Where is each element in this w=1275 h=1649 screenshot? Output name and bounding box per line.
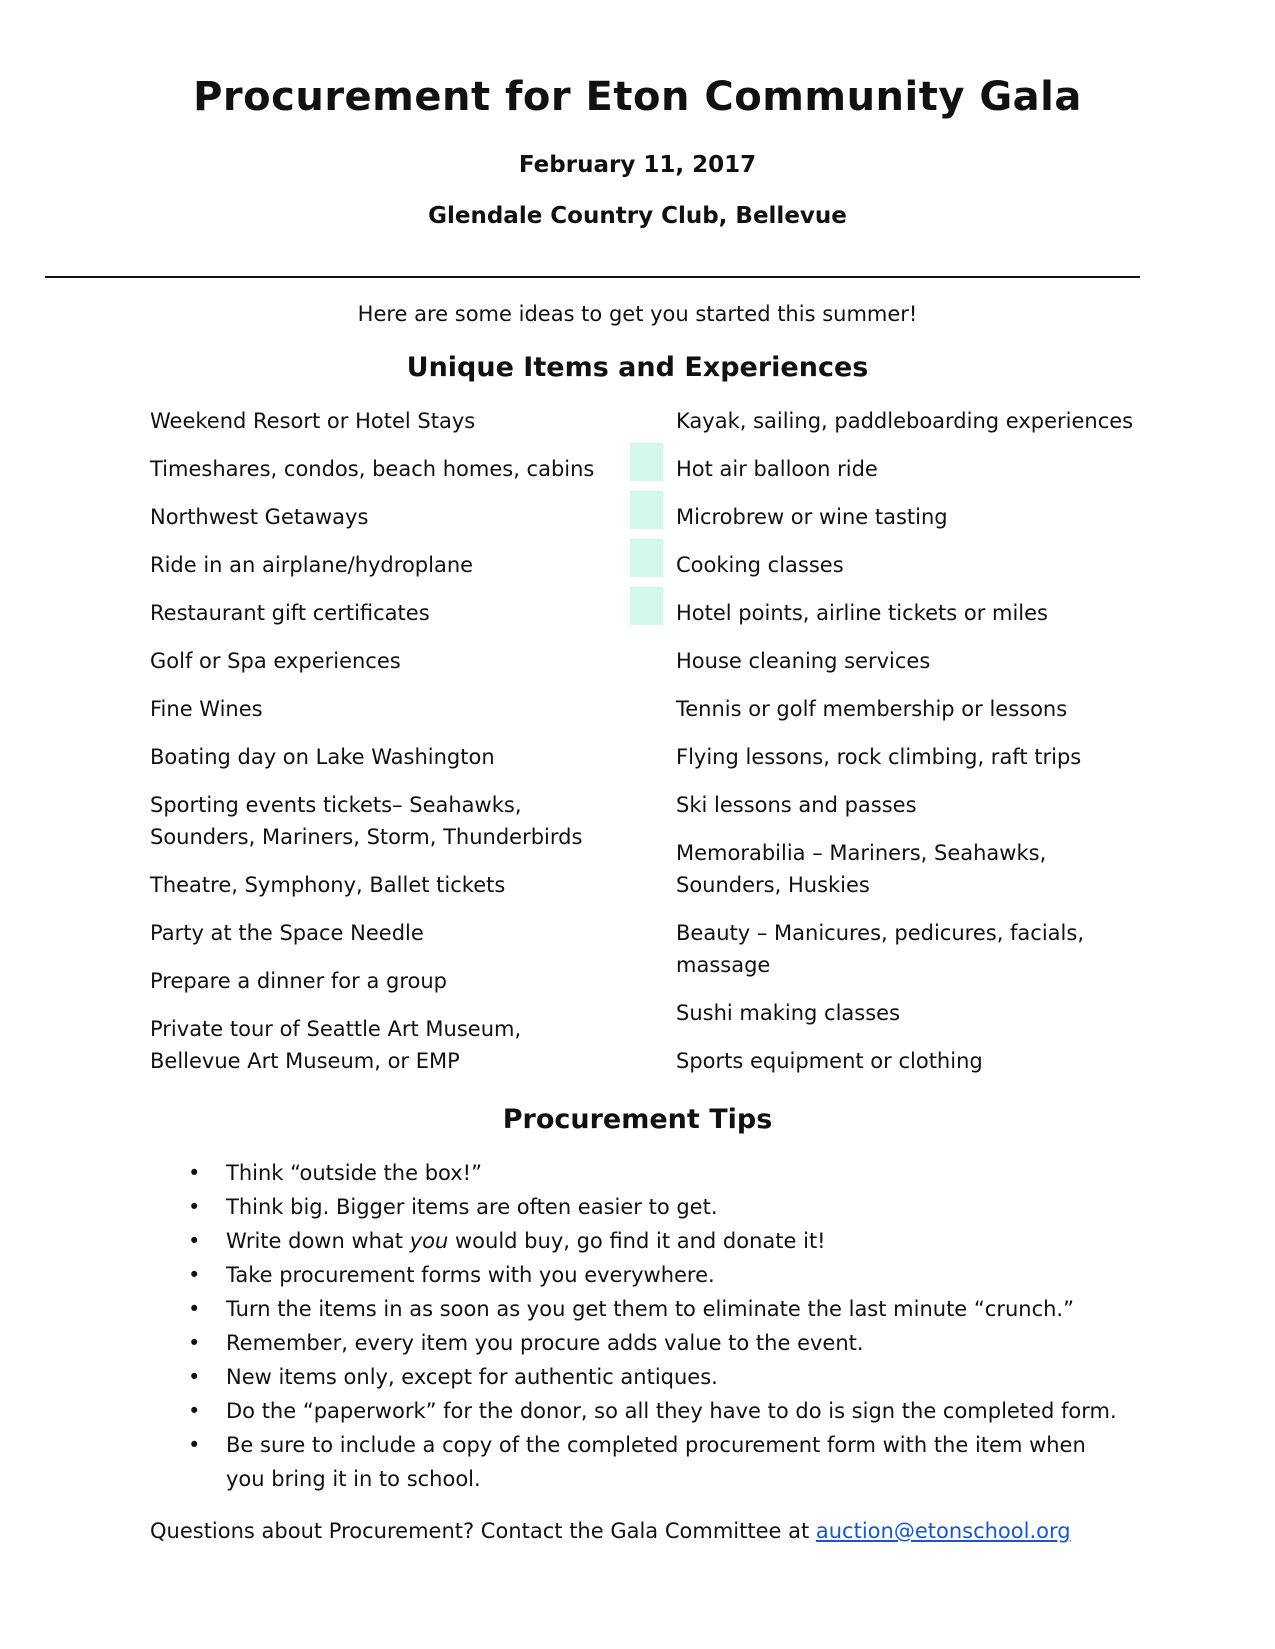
tip-text: Be sure to include a copy of the completed procurement form with the item when you bring it in to school.	[226, 1433, 1086, 1491]
list-item: Cooking classes	[676, 553, 844, 577]
list-item: Ski lessons and passes	[676, 793, 917, 817]
bullet-icon: •	[188, 1297, 201, 1321]
left-items-column	[150, 405, 670, 1093]
tip-text: Think big. Bigger items are often easier to get.	[226, 1195, 718, 1219]
list-item: Party at the Space Needle	[150, 921, 424, 945]
list-item: Restaurant gift certificates	[150, 601, 430, 625]
email-link[interactable]: auction@etonschool.org	[815, 1519, 1071, 1543]
tip-text: Write down what	[226, 1229, 410, 1253]
tip-item	[188, 1156, 1148, 1190]
list-item: Boating day on Lake Washington	[150, 745, 495, 769]
bullet-icon: •	[188, 1433, 201, 1457]
page-title: Procurement for Eton Community Gala	[193, 74, 1082, 120]
list-item: Fine Wines	[150, 697, 263, 721]
list-item: Theatre, Symphony, Ballet tickets	[150, 873, 506, 897]
bullet-icon: •	[188, 1161, 201, 1185]
bullet-icon: •	[188, 1263, 201, 1287]
list-item: Sports equipment or clothing	[676, 1049, 983, 1073]
tip-item	[188, 1224, 1148, 1258]
list-item: Sporting events tickets– Seahawks, Sounders, Mariners, Storm, Thunderbirds	[150, 793, 583, 849]
list-item: Kayak, sailing, paddleboarding experiences	[676, 409, 1134, 433]
intro-text: Here are some ideas to get you started this summer!	[357, 302, 918, 326]
divider-line	[45, 276, 1140, 278]
tip-text: Take procurement forms with you everywhere.	[226, 1263, 715, 1287]
list-item: Northwest Getaways	[150, 505, 369, 529]
bullet-icon: •	[188, 1331, 201, 1355]
bullet-icon: •	[188, 1365, 201, 1389]
procurement-tips-heading: Procurement Tips	[502, 1104, 773, 1135]
list-item: Golf or Spa experiences	[150, 649, 401, 673]
tip-item	[188, 1394, 1148, 1428]
right-items-column	[676, 405, 1136, 1093]
list-item: Hot air balloon ride	[676, 457, 878, 481]
event-venue: Glendale Country Club, Bellevue	[428, 203, 847, 229]
tip-text: Think “outside the box!”	[226, 1161, 482, 1185]
bullet-icon: •	[188, 1399, 201, 1423]
bullet-icon: •	[188, 1195, 201, 1219]
list-item: Hotel points, airline tickets or miles	[676, 601, 1049, 625]
list-item: Ride in an airplane/hydroplane	[150, 553, 474, 577]
list-item: Flying lessons, rock climbing, raft trips	[676, 745, 1082, 769]
tip-item	[188, 1326, 1148, 1360]
list-item: Tennis or golf membership or lessons	[676, 697, 1068, 721]
unique-items-heading: Unique Items and Experiences	[406, 352, 869, 383]
list-item: Timeshares, condos, beach homes, cabins	[150, 457, 595, 481]
list-item: Memorabilia – Mariners, Seahawks, Sounders, Huskies	[676, 841, 1047, 897]
tip-emphasis: you	[409, 1229, 449, 1253]
list-item: House cleaning services	[676, 649, 931, 673]
list-item: Weekend Resort or Hotel Stays	[150, 409, 476, 433]
list-item: Sushi making classes	[676, 1001, 901, 1025]
tip-text: Turn the items in as soon as you get them to eliminate the last minute “crunch.”	[226, 1297, 1074, 1321]
list-item: Microbrew or wine tasting	[676, 505, 948, 529]
tip-text: Do the “paperwork” for the donor, so all they have to do is sign the completed form.	[226, 1399, 1117, 1423]
tip-text: would buy, go find it and donate it!	[448, 1229, 826, 1253]
contact-text: Questions about Procurement? Contact the Gala Committee at	[150, 1519, 816, 1543]
tip-item	[188, 1360, 1148, 1394]
tips-list	[188, 1156, 1148, 1496]
bullet-icon: •	[188, 1229, 201, 1253]
list-item: Private tour of Seattle Art Museum, Bellevue Art Museum, or EMP	[150, 1017, 522, 1073]
contact-line	[150, 1516, 1150, 1546]
list-item: Beauty – Manicures, pedicures, facials, massage	[676, 921, 1085, 977]
event-date: February 11, 2017	[518, 152, 757, 178]
tip-item	[188, 1292, 1148, 1326]
list-item: Prepare a dinner for a group	[150, 969, 447, 993]
tip-item	[188, 1428, 1126, 1496]
tip-text: Remember, every item you procure adds value to the event.	[226, 1331, 864, 1355]
tip-item	[188, 1190, 1148, 1224]
tip-text: New items only, except for authentic antiques.	[226, 1365, 718, 1389]
tip-item	[188, 1258, 1148, 1292]
